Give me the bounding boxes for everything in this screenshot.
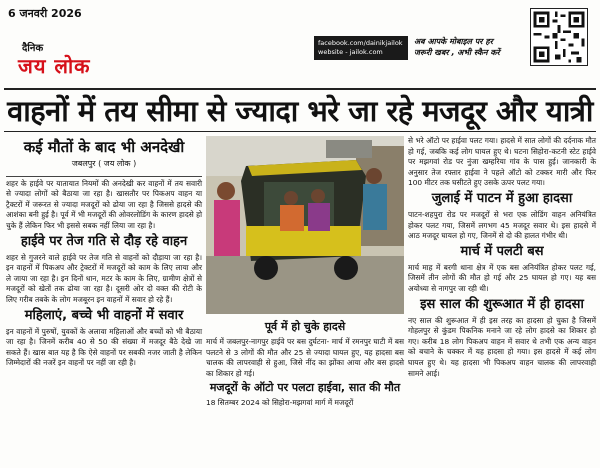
facebook-link[interactable]: facebook.com/dainikjailok [318,39,403,47]
subheading-bus-overturned: मार्च में पलटी बस [460,243,544,259]
subheading-past-accidents: पूर्व में हो चुके हादसे [264,320,346,333]
masthead-daily-label: दैनिक [22,43,44,54]
masthead-logo [18,52,91,79]
promo-line-2: जरूरी खबर , अभी स्कैन करें [414,48,500,57]
article-paragraph: मार्च में जबलपुर-नागपुर हाईवे पर बस दुर्घटना- मार्च में रमनपुर घाटी में बस पलटने से 3 लोगों की मौत और 25 से ज्यादा घायल हुए, यह हादसा बस चालक की लापरवाही से हुआ, जिसे नींद का झोंका आया और बस हादसे का शिकार हो गई। [206,337,404,378]
article-paragraph: से भरे ऑटो पर हाईवा पलट गया। हादसे में सात लोगों की दर्दनाक मौत हो गई, जबकि कई लोग घायल हुए थे। घटना सिहोरा-कटनी स्टेट हाईवे पर मझगवां रोड पर नुंजा खम्हरिया गांव के पास हुई। जानकारी के अनुसार तेज रफ्तार हाईवा ने पहले ऑटो को टक्कर मारी और फिर 100 मीटर तक घसीटते हुए उसके ऊपर पलट गया। [408,136,596,188]
social-links-box [314,36,408,60]
subheading-ignored-deaths: कई मौतों के बाद भी अनदेखी [23,138,185,156]
divider [6,176,202,177]
article-paragraph: इन वाहनों में पुरुषों, युवकों के अलावा महिलाओं और बच्चों को भी बैठाया जा रहा है। जिनमें करीब 40 से 50 की संख्या में मजदूर बैठे देखे जा सकते हैं। खास बात यह है कि ऐसे वाहनों पर सबकी नजर जाती है लेकिन जिम्मेदारों की नजरें इन वाहनों पर नहीं जा रही है। [6,326,202,368]
article-paragraph: मार्च माह में बरगी थाना क्षेत्र में एक बस अनियंत्रित होकर पलट गई, जिसमें तीन लोगों की मौत हो गई और 25 घायल हो गए। यह बस अयोध्या से नागपुर जा रही थी। [408,262,596,293]
subheading-patan-july: जुलाई में पाटन में हुआ हादसा [431,190,573,206]
masthead-title: जय लोक [18,54,91,78]
left-column [6,136,202,371]
scan-promo [414,36,500,58]
newspaper-header [0,0,600,84]
article-paragraph: नए साल की शुरूआत में ही इस तरह का हादसा हो चुका है जिसमें गोहलपुर से कुंडम पिकनिक मनाने जा रहे लोग हादसे का शिकार हो गए। करीब 18 लोग पिकअप वाहन में सवार थे तभी एक अन्य वाहन को बचाने के चक्कर में यह हादसा हो गया। इस हादसे में कई लोग घायल हुए थे। यह हादसा भी पिकअप वाहन चालक की लापरवाही सामने आई। [408,315,596,378]
subheading-women-children: महिलाएं, बच्चे भी वाहनों में सवार [24,307,184,323]
dateline: जबलपुर ( जय लोक ) [71,159,137,168]
article-paragraph: शहर से गुजरने वाले हाईवे पर तेज गति से वाहनों को दौड़ाया जा रहा है। इन वाहनों में पिकअप और ट्रेक्टरों में मजदूरों को काम के लिए लाया और ले जाया जा रहा है। इन दिनों धान, मटर के काम के लिए, ग्रामीण क्षेत्रों से मजदूरों को खेतों तक ढोया जा रहा है। दूसरी ओर दो वक्त की रोटी के लिए गरीब तबके के लोग मजबूरन इन वाहनों में सवार हो रहे हैं। [6,252,202,304]
subheading-new-year-accident: इस साल की शुरूआत में ही हादसा [420,296,584,312]
website-link[interactable]: website - jailok.com [318,48,383,56]
promo-line-1: अब आपके मोबाइल पर हर [414,37,493,46]
issue-date: 6 जनवरी 2026 [8,7,82,20]
article-paragraph: शहर के हाईवे पर यातायात नियमों की अनदेखी कर वाहनों में तय सवारी से ज्यादा लोगों को बैठाया जा रहा है। खासतौर पर पिकअप वाहन या ट्रैक्टरों में जरूरत से ज्यादा मजदूरों को ढोया जा रहा है जिससे हादसे की आशंका बनी हुई है। पूर्व में भी मजदूरों की ओवरलोडिंग के कारण हादसे हो चुके हैं लेकिन फिर भी इससे सबक नहीं लिया जा रहा है। [6,178,202,230]
main-headline: वाहनों में तय सीमा से ज्यादा भरे जा रहे मजदूर और यात्री [4,88,596,132]
qr-code-icon[interactable] [530,8,588,66]
article-paragraph: 18 सितम्बर 2024 को सिहोरा-मझगवां मार्ग में मजदूरों [206,398,354,408]
right-column [408,136,596,381]
subheading-hywa-overturned: मजदूरों के ऑटो पर पलटा हाईवा, सात की मौत [209,381,401,395]
subheading-speeding: हाईवे पर तेज गति से दौड़ रहे वाहन [20,233,188,249]
article-paragraph: पाटन-शहपुरा रोड पर मजदूरों से भरा एक लोडिंग वाहन अनियंत्रित होकर पलट गया, जिसमें लगभग 45 मजदूर सवार थे। इस हादसे में आठ मजदूर घायल हो गए, जिनमें से दो की हालत गंभीर थी। [408,209,596,241]
overloaded-auto-rickshaw-photo [206,136,404,314]
middle-column [206,318,404,409]
